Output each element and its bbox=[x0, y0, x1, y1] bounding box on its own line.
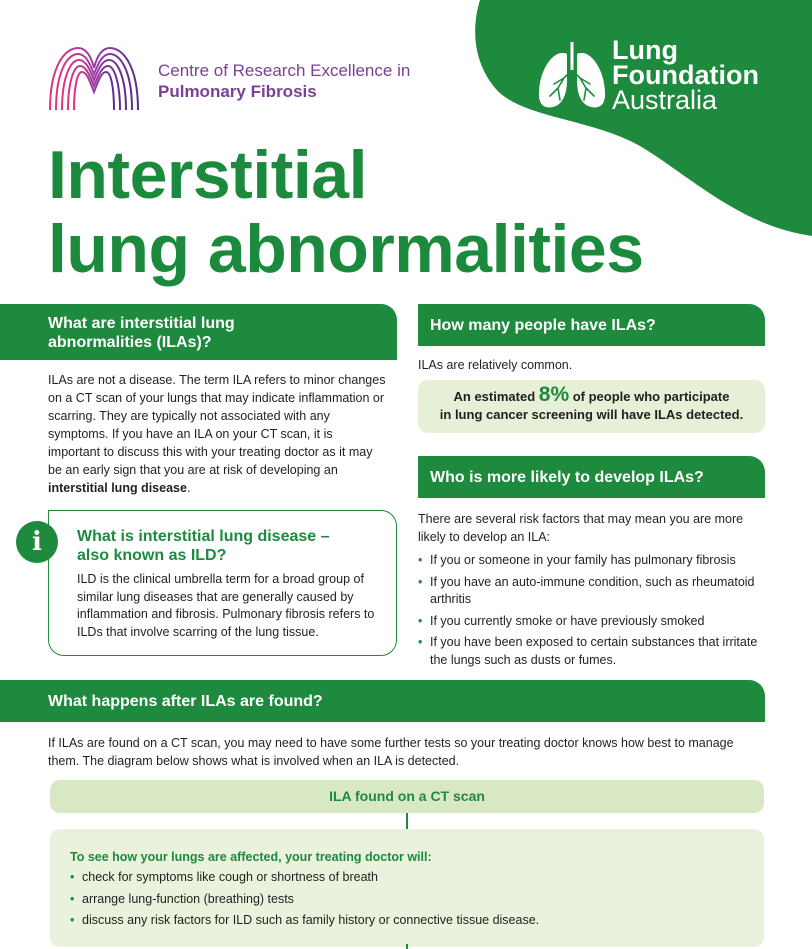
what-are-body bbox=[48, 371, 388, 497]
lfa-logo-text bbox=[612, 35, 759, 115]
cre-line2: Pulmonary Fibrosis bbox=[158, 82, 317, 101]
what-are-body-text: ILAs are not a disease. The term ILA refers to minor changes on a CT scan of your lungs that may indicate inflammation or scarring. They are typically not associated with any symptoms. If you have an ILA on your CT scan, it is important to discuss this with your treating doctor as it may be an early sign that you are at risk of developing an bbox=[48, 373, 386, 477]
what-are-heading-line2: abnormalities (ILAs)? bbox=[48, 334, 212, 351]
list-item: • If you have an auto-immune condition, such as rheumatoid arthritis bbox=[418, 574, 763, 609]
risk-factor-list bbox=[418, 552, 763, 673]
how-many-heading bbox=[418, 304, 765, 346]
what-are-heading-line1: What are interstitial lung bbox=[48, 315, 235, 332]
ild-heading bbox=[77, 527, 330, 565]
stat-box bbox=[418, 380, 765, 433]
ild-body: ILD is the clinical umbrella term for a broad group of similar lung diseases that are generally caused by inflammation and fibrosis. Pulmonary fibrosis refers to ILDs that involve scarring of the lung tissue. bbox=[77, 572, 375, 639]
page-title bbox=[48, 138, 644, 286]
arch-lines-icon bbox=[44, 44, 144, 112]
ild-heading-line2: also known as ILD? bbox=[77, 547, 227, 564]
list-item: • If you have been exposed to certain substances that irritate the lungs such as dusts or fumes. bbox=[418, 634, 763, 669]
who-heading bbox=[418, 456, 765, 498]
list-item: • discuss any risk factors for ILD such as family history or connective tissue disease. bbox=[70, 912, 750, 930]
list-item: • If you currently smoke or have previously smoked bbox=[418, 613, 763, 631]
stat-line2: in lung cancer screening will have ILAs detected. bbox=[439, 407, 744, 422]
stat-prefix: An estimated bbox=[453, 389, 539, 404]
what-are-body-bold: interstitial lung disease bbox=[48, 481, 187, 495]
after-heading bbox=[0, 680, 765, 722]
how-many-intro: ILAs are relatively common. bbox=[418, 358, 573, 372]
stat-value: 8% bbox=[538, 383, 570, 406]
title-line2: lung abnormalities bbox=[48, 211, 644, 287]
cre-logo-text bbox=[158, 60, 410, 102]
list-item: • check for symptoms like cough or shortness of breath bbox=[70, 869, 750, 887]
who-heading-text: Who is more likely to develop ILAs? bbox=[430, 469, 704, 486]
what-are-body-end: . bbox=[186, 481, 191, 495]
how-many-heading-text: How many people have ILAs? bbox=[430, 317, 656, 334]
lungs-icon bbox=[536, 40, 608, 114]
what-are-heading bbox=[0, 304, 397, 360]
ild-heading-line1: What is interstitial lung disease – bbox=[77, 528, 330, 545]
lfa-line2: Foundation bbox=[612, 60, 759, 90]
stat-suffix: of people who participate bbox=[569, 389, 730, 404]
who-intro: There are several risk factors that may mean you are more likely to develop an ILA: bbox=[418, 512, 744, 544]
flow-connector-bottom bbox=[406, 944, 408, 949]
lfa-line1: Lung bbox=[612, 35, 678, 65]
flow-step-ct-scan: ILA found on a CT scan bbox=[50, 780, 764, 813]
title-line1: Interstitial bbox=[48, 137, 367, 213]
after-heading-text: What happens after ILAs are found? bbox=[48, 693, 323, 710]
list-item: • arrange lung-function (breathing) tests bbox=[70, 891, 750, 909]
flow-connector bbox=[406, 813, 408, 829]
list-item: • If you or someone in your family has pulmonary fibrosis bbox=[418, 552, 763, 570]
flow-step-list bbox=[70, 869, 750, 934]
cre-line1: Centre of Research Excellence in bbox=[158, 61, 411, 80]
info-icon: i bbox=[16, 521, 58, 563]
flow-step-heading: To see how your lungs are affected, your treating doctor will: bbox=[70, 850, 432, 864]
lfa-line3: Australia bbox=[612, 85, 718, 115]
after-intro: If ILAs are found on a CT scan, you may need to have some further tests so your treating doctor knows how best to manage them. The diagram below shows what is involved when an ILA is detected. bbox=[48, 736, 734, 768]
